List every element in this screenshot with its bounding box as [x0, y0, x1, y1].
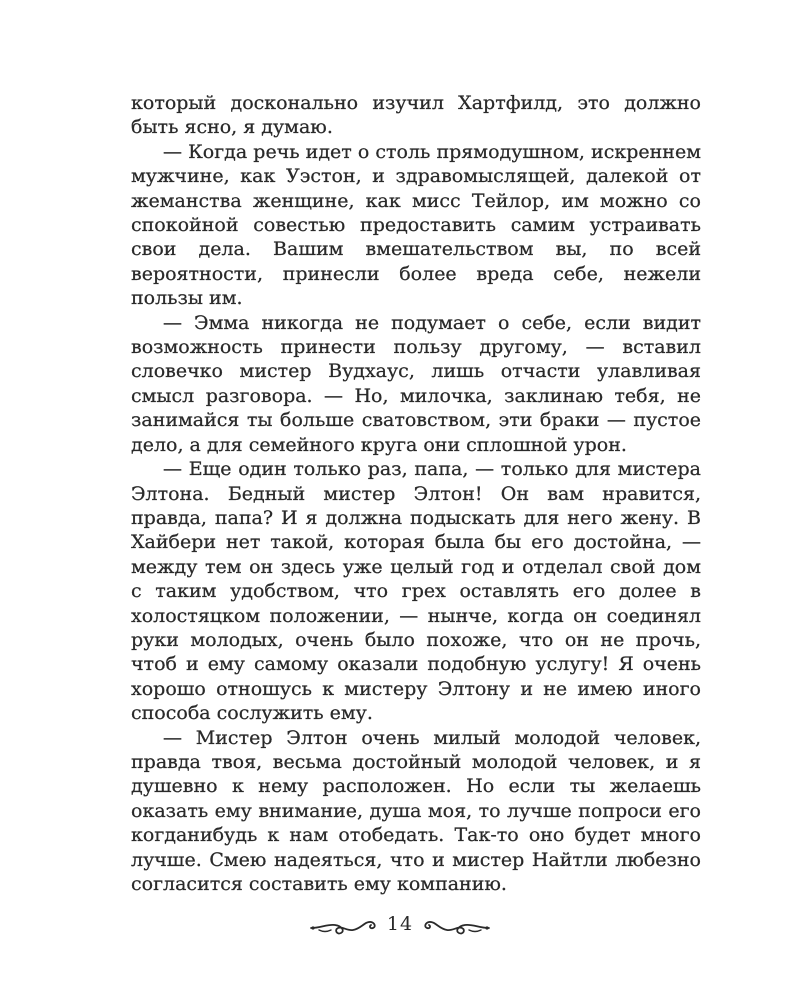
paragraph-continuation: который досконально изучил Хартфилд, это должно быть ясно, я думаю.	[131, 92, 701, 139]
page-footer	[0, 906, 800, 946]
right-flourish-icon	[421, 915, 491, 937]
paragraph-dialogue: — Эмма никогда не подумает о себе, если видит возможность принести пользу другому, — вставил словечко мистер Вудхаус, лишь отчасти улавливая смысл разговора. — Но, милочка, заклинаю тебя, не занимайся ты больше сватовством, эти браки — пустое дело, а для семейного круга они сплошной урон.	[131, 311, 701, 456]
paragraph-dialogue: — Еще один только раз, папа, — только для мистера Элтона. Бедный мистер Элтон! Он вам нравится, правда, папа? И я должна подыскать для него жену. В Хайбери нет такой, которая была бы его достойна, — между тем он здесь уже целый год и отделал свой дом с таким удобством, что грех оставлять его долее в холостяцком положении, — нынче, когда он соединял руки молодых, очень было похоже, что он не прочь, чтоб и ему самому оказали подобную услугу! Я очень хорошо отношусь к мистеру Элтону и не имею иного способа сослужить ему.	[131, 458, 701, 725]
paragraph-dialogue: — Мистер Элтон очень милый молодой человек, правда твоя, весьма достойный молодой человек, и я душевно к нему расположен. Но если ты желаешь оказать ему внимание, душа моя, то лучше попроси его когданибудь к нам отобедать. Так-то оно будет много лучше. Смею надеяться, что и мистер Найтли любезно согласится составить ему компанию.	[131, 726, 701, 895]
footer-ornament	[309, 915, 491, 937]
paragraph-dialogue: — Когда речь идет о столь прямодушном, искреннем мужчине, как Уэстон, и здравомыслящей, далекой от жеманства женщине, как мисс Тейлор, им можно со спокойной совестью предоставить самим устраивать свои дела. Вашим вмешательством вы, по всей вероятности, принесли более вреда себе, нежели пользы им.	[131, 140, 701, 310]
body-text	[131, 91, 701, 896]
page-number: 14	[386, 913, 414, 935]
left-flourish-icon	[309, 915, 379, 937]
